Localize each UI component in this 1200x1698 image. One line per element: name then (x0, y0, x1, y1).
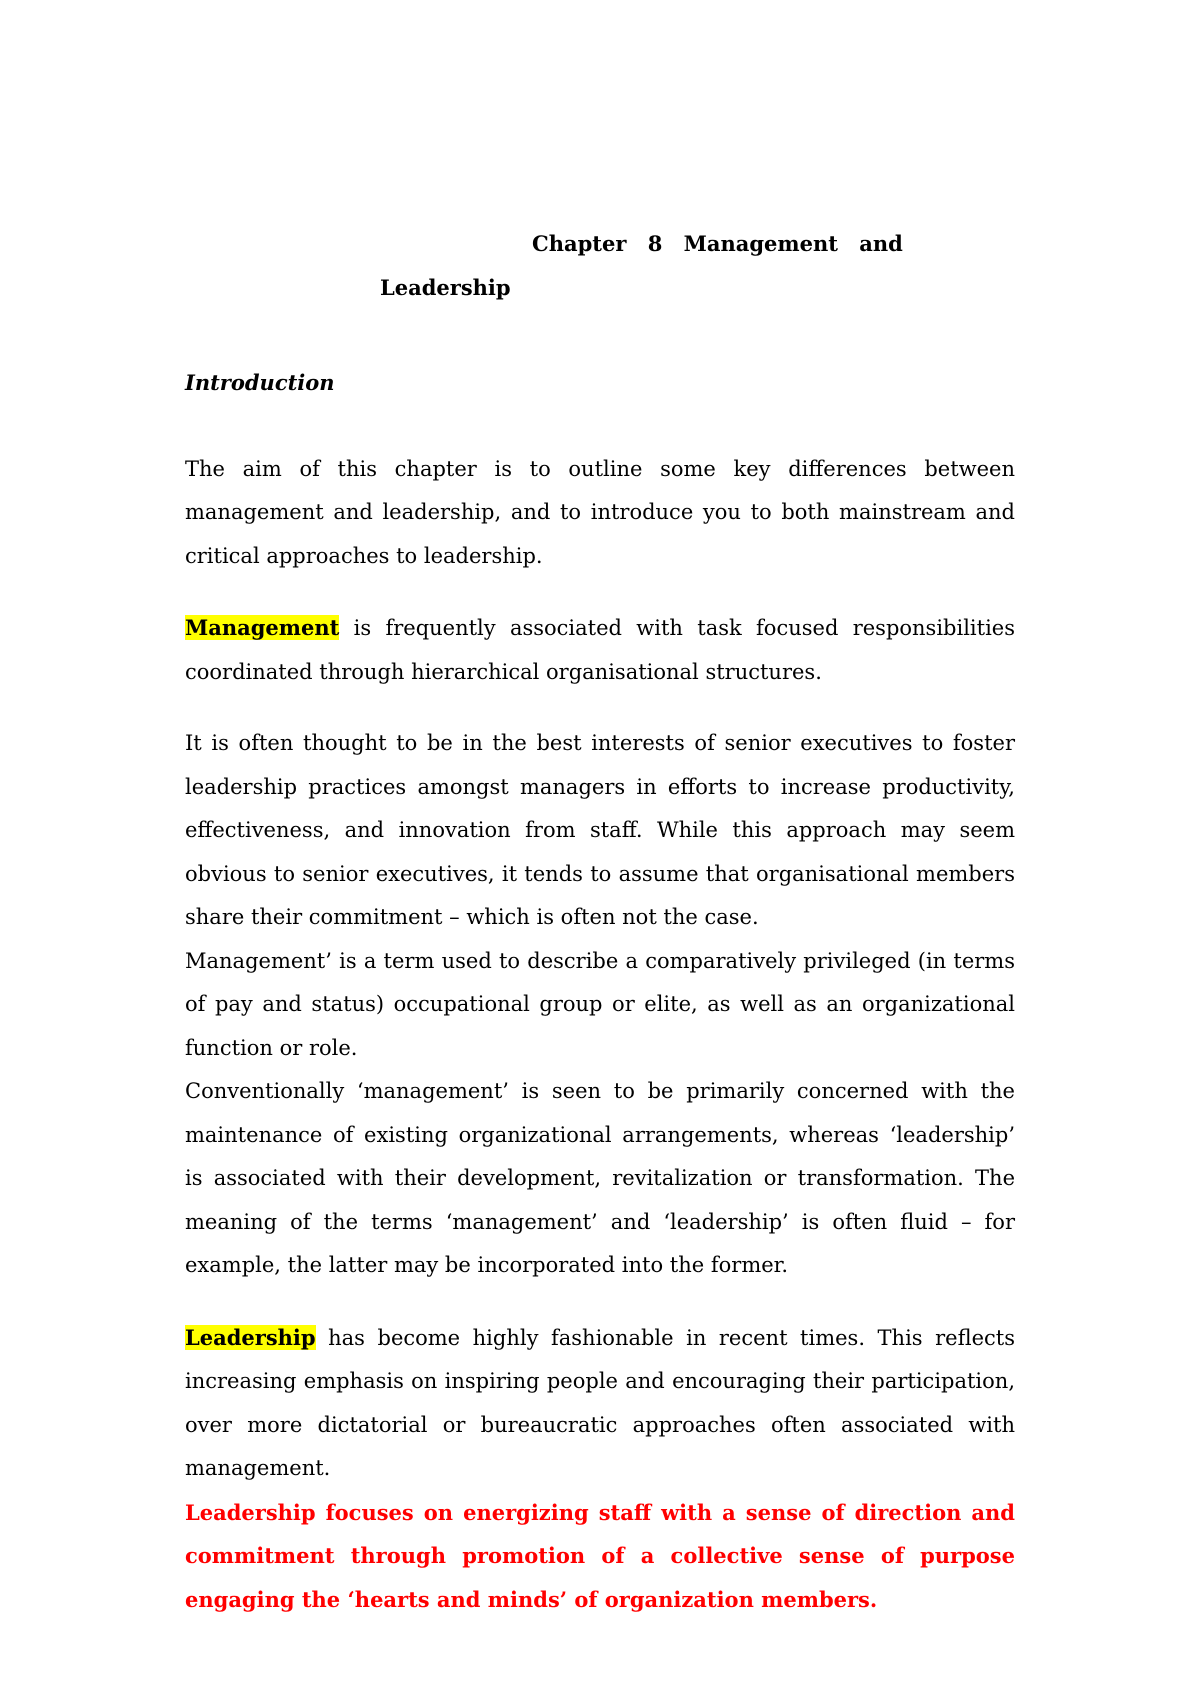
paragraph-leadership-text: has become highly fashionable in recent times. This reflects increasing emphasis on inspiring people and encouraging their participation, over more dictatorial or bureaucratic approaches often associated with management. (185, 1325, 1015, 1480)
paragraph-senior-executives: It is often thought to be in the best interests of senior executives to foster leadership practices amongst managers in efforts to increase productivity, effectiveness, and innovation from staff. While this approach may seem obvious to senior executives, it tends to assume that organisational members share their commitment – which is often not the case. (185, 731, 1015, 929)
paragraph-management-text: is frequently associated with task focused responsibilities coordinated through hierarchical organisational structures. (185, 616, 1015, 684)
paragraph-conventionally: Conventionally ‘management’ is seen to be primarily concerned with the maintenance of existing organizational arrangements, whereas ‘leadership’ is associated with their development, revitalization or transformation. The meaning of the terms ‘management’ and ‘leadership’ is often fluid – for example, the latter may be incorporated into the former. (185, 1079, 1015, 1277)
highlighted-term-management: Management (185, 615, 340, 640)
paragraph-aim: The aim of this chapter is to outline some key differences between management and leadership, and to introduce you to both mainstream and critical approaches to leadership. (185, 456, 1015, 568)
document-body (185, 222, 1015, 1621)
chapter-title-continued: Leadership (380, 274, 511, 300)
paragraph-management-term: Management’ is a term used to describe a comparatively privileged (in terms of pay and status) occupational group or elite, as well as an organizational function or role. (185, 948, 1015, 1060)
highlighted-term-leadership: Leadership (185, 1324, 316, 1350)
section-heading-introduction: Introduction (185, 370, 335, 395)
paragraph-leadership-fashionable (185, 1316, 1015, 1491)
paragraph-leadership-focus: Leadership focuses on energizing staff with a sense of direction and commitment through promotion of a collective sense of purpose engaging the ‘hearts and minds’ of organization members. (185, 1499, 1015, 1612)
chapter-title: Chapter 8 Management and (532, 231, 903, 256)
paragraph-management-definition (185, 606, 1015, 694)
